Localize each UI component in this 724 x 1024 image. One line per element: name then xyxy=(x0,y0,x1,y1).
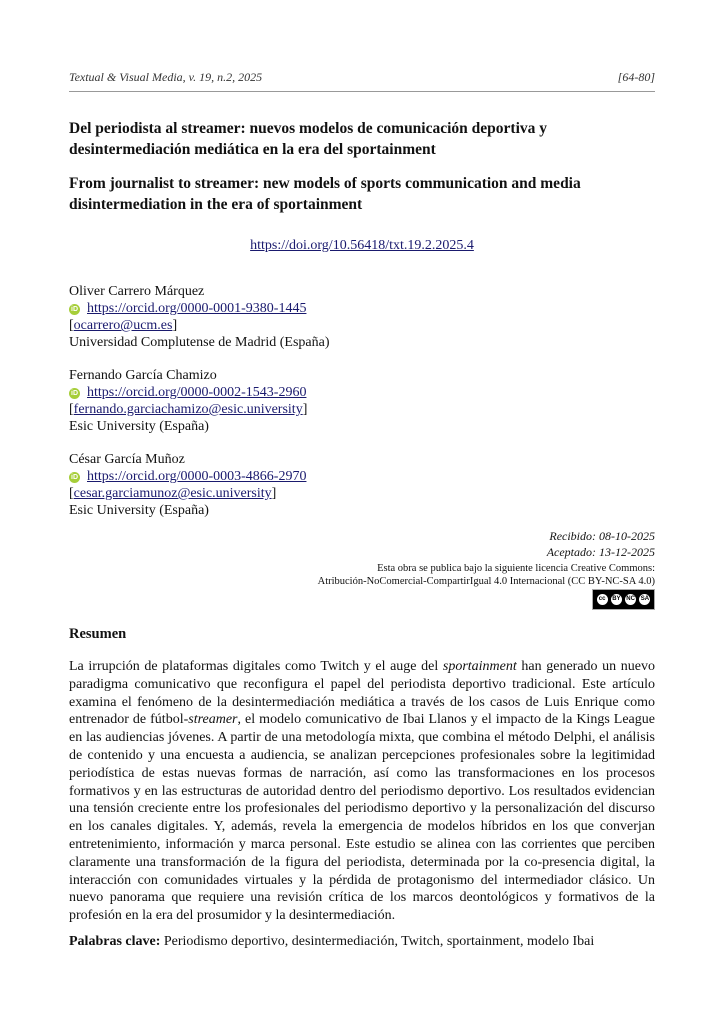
orcid-link[interactable]: https://orcid.org/0000-0001-9380-1445 xyxy=(87,301,307,316)
author-affiliation: Esic University (España) xyxy=(69,503,209,518)
author-block: Fernando García Chamizo iD https://orcid.org/0000-0002-1543-2960 [fernando.garciachamizo@esic.university] Esic University (España) xyxy=(69,367,655,435)
license-line-2: Atribución-NoComercial-CompartirIgual 4.0 Internacional (CC BY-NC-SA 4.0) xyxy=(317,576,655,587)
keywords xyxy=(69,934,655,950)
author-affiliation: Universidad Complutense de Madrid (España) xyxy=(69,335,330,350)
orcid-icon: iD xyxy=(71,306,78,313)
accepted-date: Aceptado: 13-12-2025 xyxy=(546,545,655,559)
orcid-link[interactable]: https://orcid.org/0000-0003-4866-2970 xyxy=(87,469,307,484)
email-link[interactable]: cesar.garciamunoz@esic.university xyxy=(73,486,272,501)
author-block: Oliver Carrero Márquez iD https://orcid.org/0000-0001-9380-1445 [ocarrero@ucm.es] Universidad Complutense de Madrid (España) xyxy=(69,283,655,351)
title-english: From journalist to streamer: new models of sports communication and media disintermediation in the era of sportainment xyxy=(69,175,581,213)
submission-dates xyxy=(547,528,655,560)
doi-block xyxy=(0,238,724,254)
orcid-icon: iD xyxy=(71,390,78,397)
abstract-heading: Resumen xyxy=(69,626,127,642)
author-affiliation: Esic University (España) xyxy=(69,419,209,434)
by-icon: BY xyxy=(611,594,622,605)
journal-citation: Textual & Visual Media, v. 19, n.2, 2025 xyxy=(69,70,263,84)
received-date: Recibido: 08-10-2025 xyxy=(549,529,655,543)
email-link[interactable]: fernando.garciachamizo@esic.university xyxy=(73,402,303,417)
keywords-label: Palabras clave: xyxy=(69,934,161,949)
sa-icon: SA xyxy=(639,594,650,605)
orcid-icon: iD xyxy=(71,474,78,481)
email-link[interactable]: ocarrero@ucm.es xyxy=(73,318,173,333)
license-notice xyxy=(235,562,655,588)
doi-link[interactable]: https://doi.org/10.56418/txt.19.2.2025.4 xyxy=(250,238,474,253)
title-spanish: Del periodista al streamer: nuevos modelos de comunicación deportiva y desintermediación mediática en la era del sportainment xyxy=(69,120,548,158)
page-range: [64-80] xyxy=(617,70,655,84)
header-divider xyxy=(69,91,655,92)
author-name: Oliver Carrero Márquez xyxy=(69,284,205,299)
orcid-link[interactable]: https://orcid.org/0000-0002-1543-2960 xyxy=(87,385,307,400)
nc-icon: NC xyxy=(625,594,636,605)
author-block: César García Muñoz iD https://orcid.org/0000-0003-4866-2970 [cesar.garciamunoz@esic.university] Esic University (España) xyxy=(69,451,655,519)
author-name: César García Muñoz xyxy=(69,452,185,467)
cc-license-badge[interactable] xyxy=(592,589,655,610)
author-name: Fernando García Chamizo xyxy=(69,368,217,383)
running-header xyxy=(69,70,655,85)
abstract-body: La irrupción de plataformas digitales como Twitch y el auge del sportainment han generado un nuevo paradigma comunicativo que reconfigura el papel del periodista deportivo tradicional. Este artículo examina el fenómeno de la desintermediación mediática a través de los casos de Luis Enrique como entrenador de fútbol-streamer, el modelo comunicativo de Ibai Llanos y el impacto de la Kings League en las audiencias jóvenes. A partir de una metodología mixta, que combina el método Delphi, el análisis de contenido y una encuesta a audiencia, se analizan percepciones profesionales sobre la legitimidad periodística de estas nuevas formas de narración, así como las transformaciones en los procesos formativos y en las estructuras de autoridad dentro del periodismo deportivo. Los resultados evidencian una tensión creciente entre los profesionales del periodismo deportivo y la personalización del discurso en los canales digitales. Y, además, revela la emergencia de modelos híbridos en los que converjan entretenimiento, información y marca personal. Este estudio se alinea con las corrientes que perciben claramente una transformación de la figura del periodista, determinada por la co-presencia digital, la interacción con comunidades virtuales y la pérdida de protagonismo del intermediador clásico. Un nuevo panorama que requiere una revisión crítica de los marcos deontológicos y formativos de la profesión en la era del prosumidor y la desintermediación. xyxy=(69,659,656,924)
license-line-1: Esta obra se publica bajo la siguiente licencia Creative Commons: xyxy=(377,563,655,574)
cc-icon: cc xyxy=(597,594,608,605)
keywords-list: Periodismo deportivo, desintermediación, Twitch, sportainment, modelo Ibai xyxy=(160,934,595,949)
